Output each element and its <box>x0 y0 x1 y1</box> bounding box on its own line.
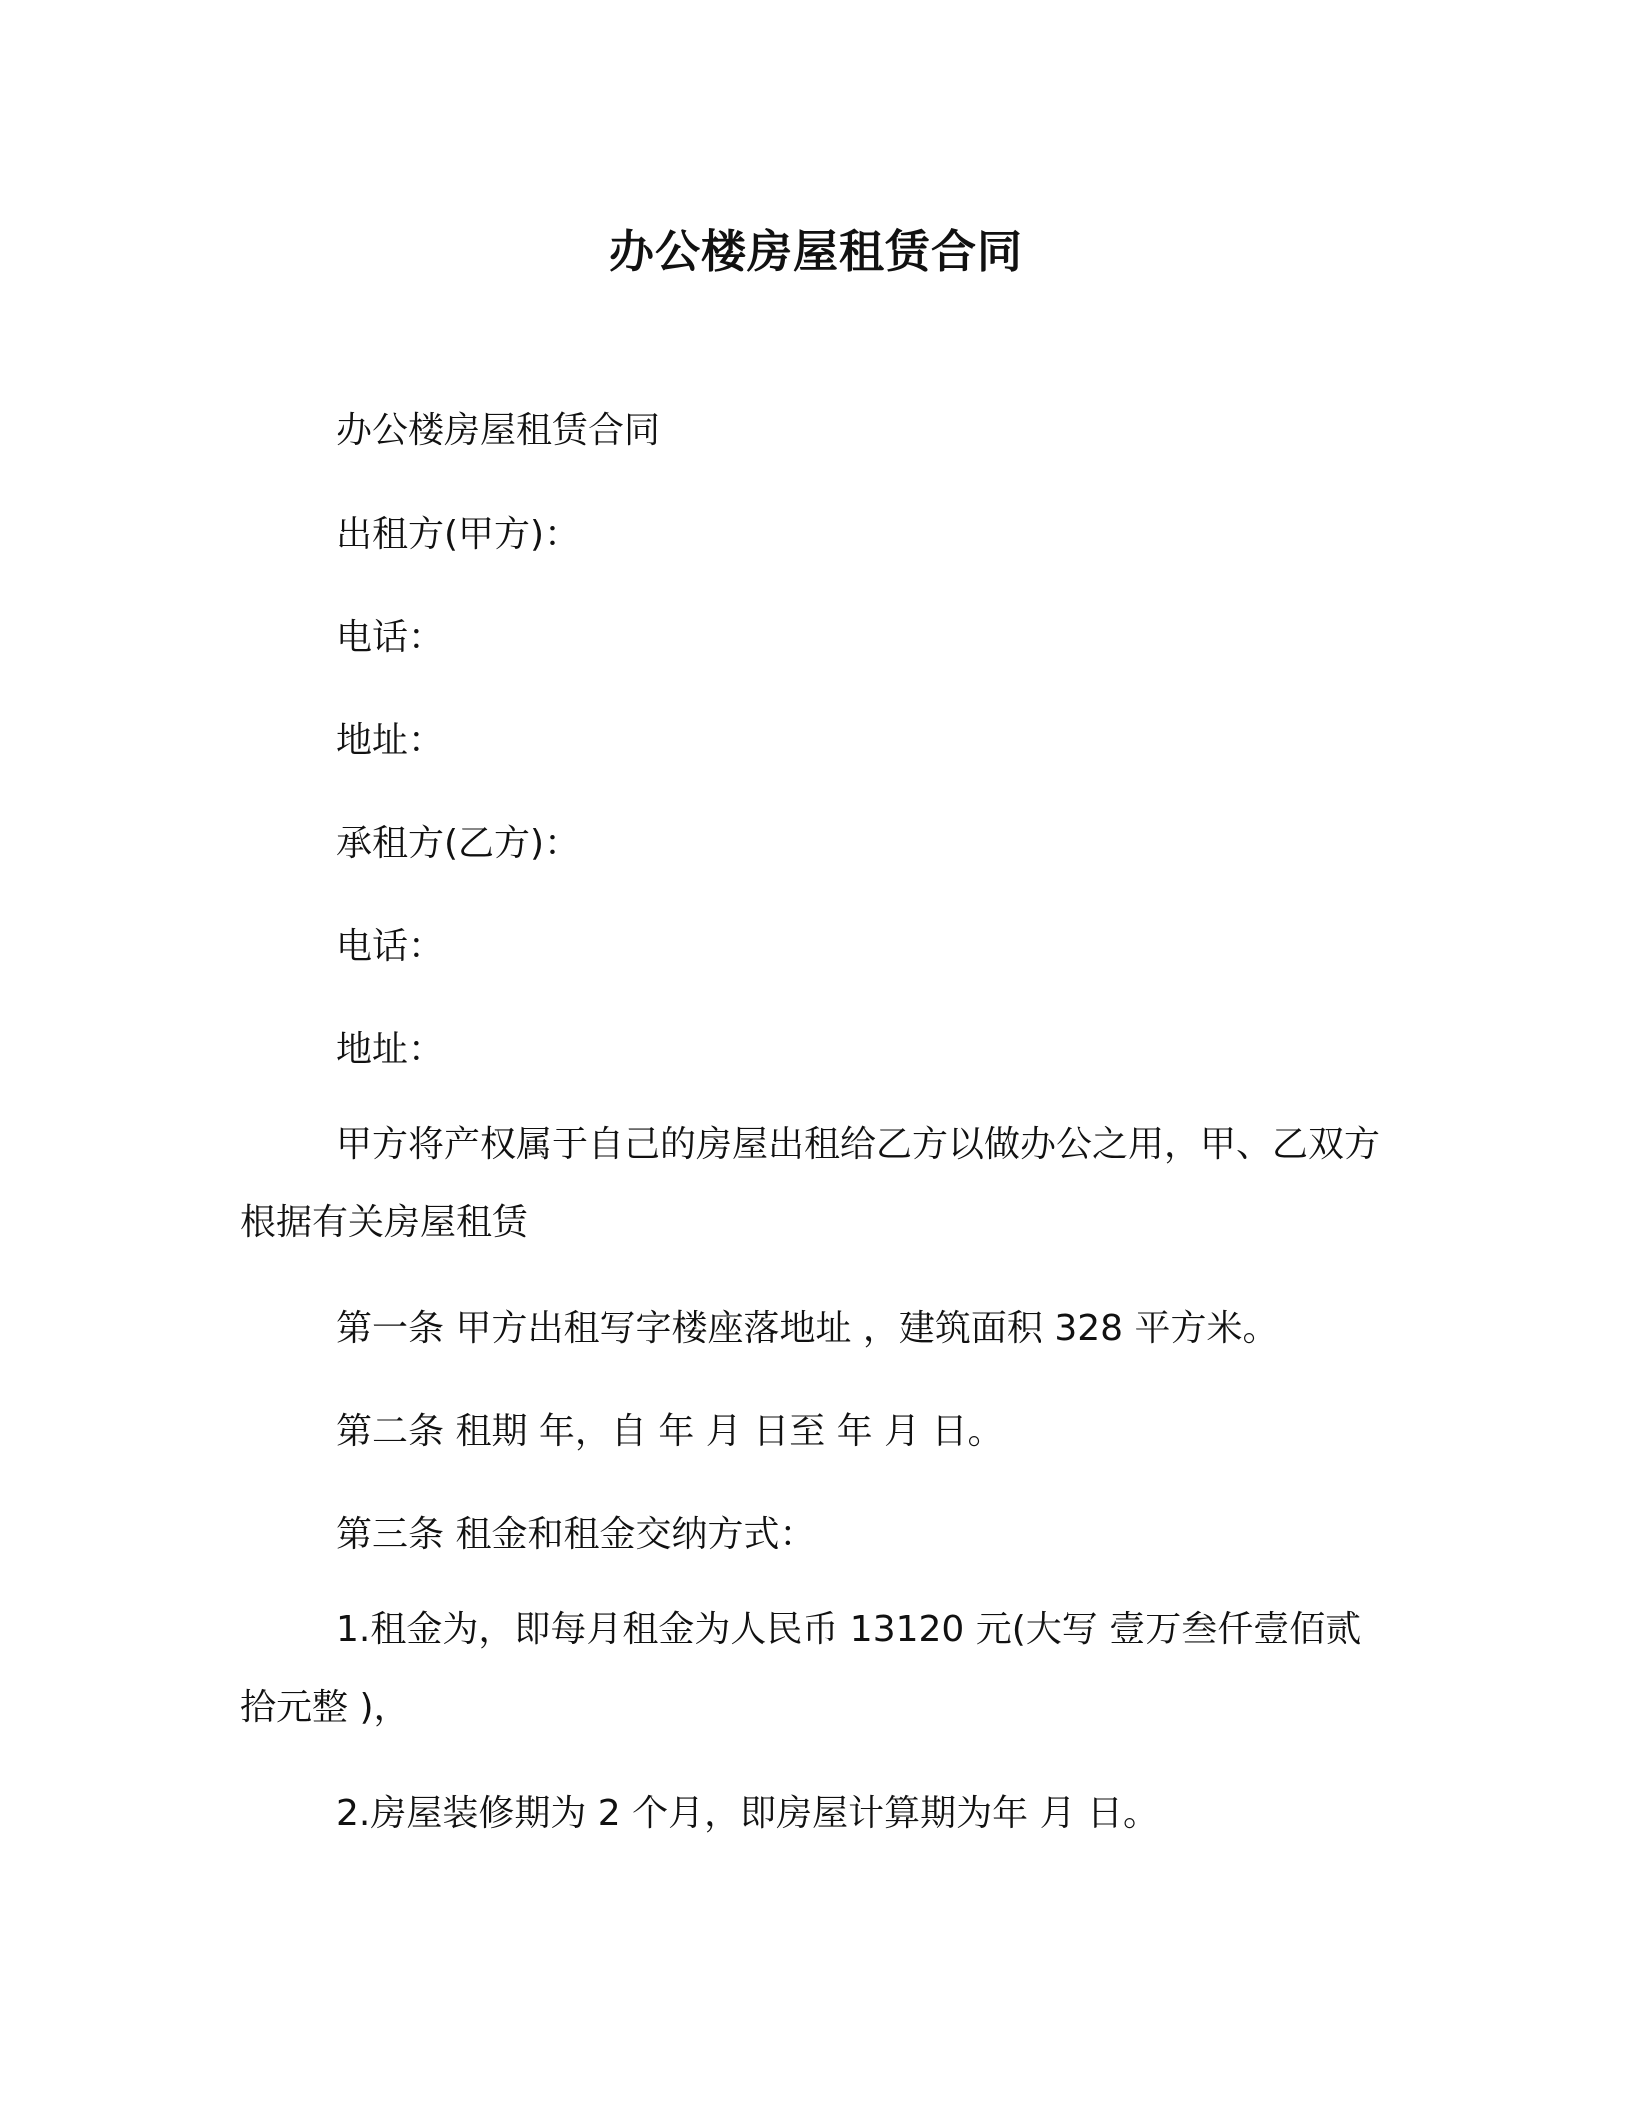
party-b-heading: 承租方(乙方)： <box>336 823 581 864</box>
intro-paragraph: 甲方将产权属于自己的房屋出租给乙方以做办公之用，甲、乙双方根据有关房屋租赁 <box>240 1124 1381 1243</box>
contract-subtitle: 办公楼房屋租赁合同 <box>336 410 661 451</box>
clause-2: 第二条 租期 年，自 年 月 日至 年 月 日。 <box>336 1411 1004 1452</box>
rent-item-2: 2.房屋装修期为 2 个月，即房屋计算期为年 月 日。 <box>336 1793 1160 1834</box>
rent-item-1: 1.租金为，即每月租金为人民币 13120 元(大写 壹万叁仟壹佰贰拾元整 )， <box>240 1609 1362 1728</box>
clause-3: 第三条 租金和租金交纳方式： <box>336 1514 816 1555</box>
party-a-phone-label: 电话： <box>336 617 445 658</box>
party-a-address-label: 地址： <box>336 720 445 761</box>
document-title: 办公楼房屋租赁合同 <box>608 225 1023 278</box>
party-a-heading: 出租方(甲方)： <box>336 514 581 555</box>
party-b-address-label: 地址： <box>336 1029 445 1070</box>
party-b-phone-label: 电话： <box>336 926 445 967</box>
clause-1: 第一条 甲方出租写字楼座落地址 ，建筑面积 328 平方米。 <box>336 1308 1279 1349</box>
